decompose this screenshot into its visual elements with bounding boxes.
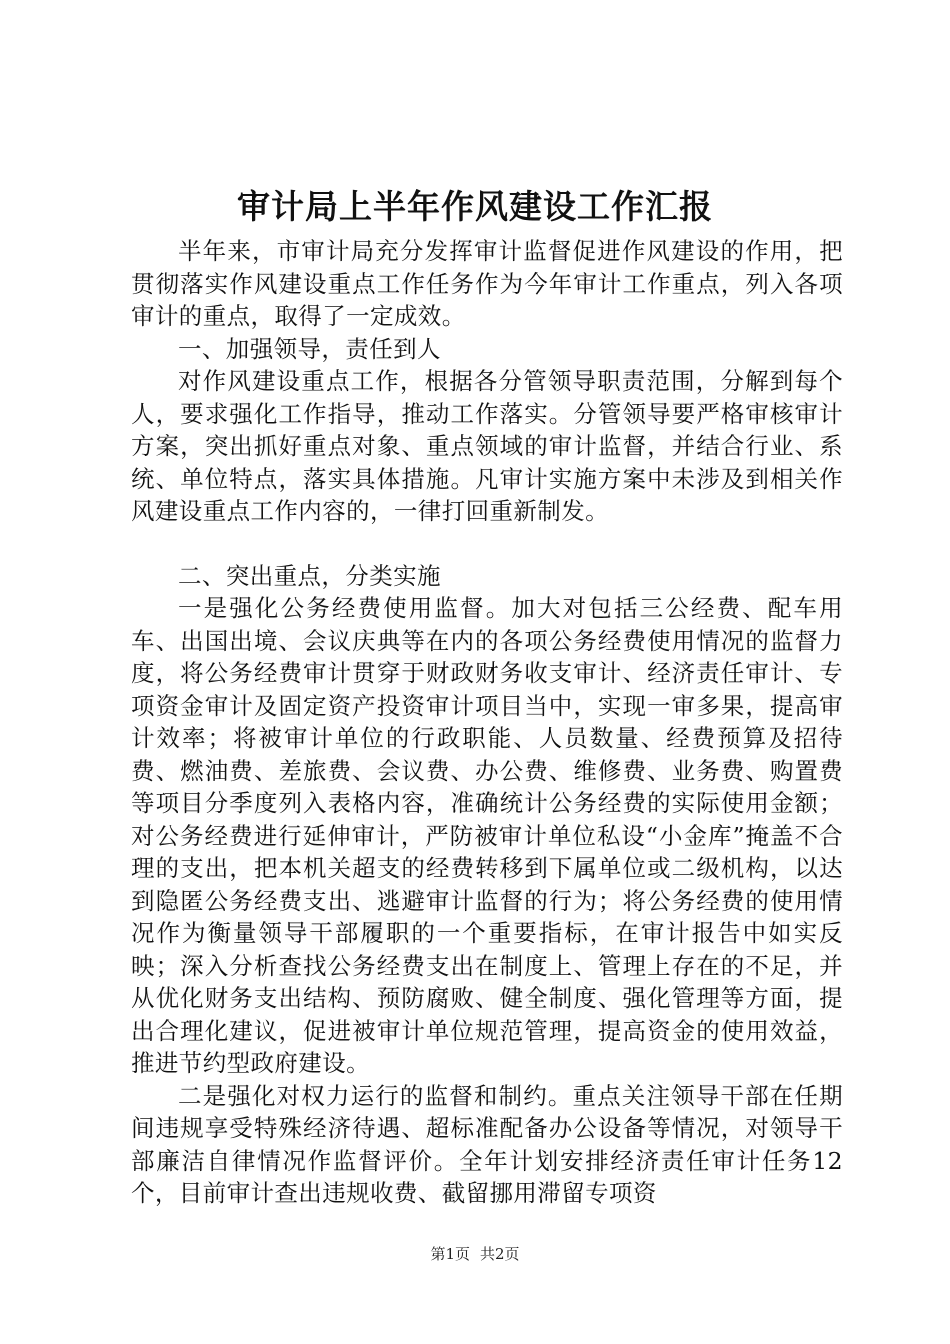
section-2-paragraph-2: 二是强化对权力运行的监督和制约。重点关注领导干部在任期间违规享受特殊经济待遇、超标准配备办公设备等情况，对领导干部廉洁自律情况作监督评价。全年计划安排经济责任审计任务12个，目前审计查出违规收费、截留挪用滞留专项资 xyxy=(131,1081,843,1207)
page-number: 第1页 xyxy=(430,1245,470,1263)
page-total: 共2页 xyxy=(480,1245,520,1263)
page-footer xyxy=(0,1244,950,1264)
section-2-paragraph-1: 一是强化公务经费使用监督。加大对包括三公经费、配车用车、出国出境、会议庆典等在内的各项公务经费使用情况的监督力度，将公务经费审计贯穿于财政财务收支审计、经济责任审计、专项资金审计及固定资产投资审计项目当中，实现一审多果，提高审计效率；将被审计单位的行政职能、人员数量、经费预算及招待费、燃油费、差旅费、会议费、办公费、维修费、业务费、购置费等项目分季度列入表格内容，准确统计公务经费的实际使用金额；对公务经费进行延伸审计，严防被审计单位私设“小金库”掩盖不合理的支出，把本机关超支的经费转移到下属单位或二级机构，以达到隐匿公务经费支出、逃避审计监督的行为；将公务经费的使用情况作为衡量领导干部履职的一个重要指标，在审计报告中如实反映；深入分析查找公务经费支出在制度上、管理上存在的不足，并从优化财务支出结构、预防腐败、健全制度、强化管理等方面，提出合理化建议，促进被审计单位规范管理，提高资金的使用效益，推进节约型政府建设。 xyxy=(131,594,843,1077)
document-body xyxy=(131,235,843,1210)
section-1-paragraph: 对作风建设重点工作，根据各分管领导职责范围，分解到每个人，要求强化工作指导，推动工作落实。分管领导要严格审核审计方案，突出抓好重点对象、重点领域的审计监督，并结合行业、系统、单位特点，落实具体措施。凡审计实施方案中未涉及到相关作风建设重点工作内容的，一律打回重新制发。 xyxy=(131,367,843,525)
section-heading-1: 一、加强领导，责任到人 xyxy=(178,334,441,363)
intro-paragraph: 半年来，市审计局充分发挥审计监督促进作风建设的作用，把贯彻落实作风建设重点工作任务作为今年审计工作重点，列入各项审计的重点，取得了一定成效。 xyxy=(131,237,843,330)
section-heading-2: 二、突出重点，分类实施 xyxy=(178,561,441,590)
document-title: 审计局上半年作风建设工作汇报 xyxy=(237,187,713,226)
